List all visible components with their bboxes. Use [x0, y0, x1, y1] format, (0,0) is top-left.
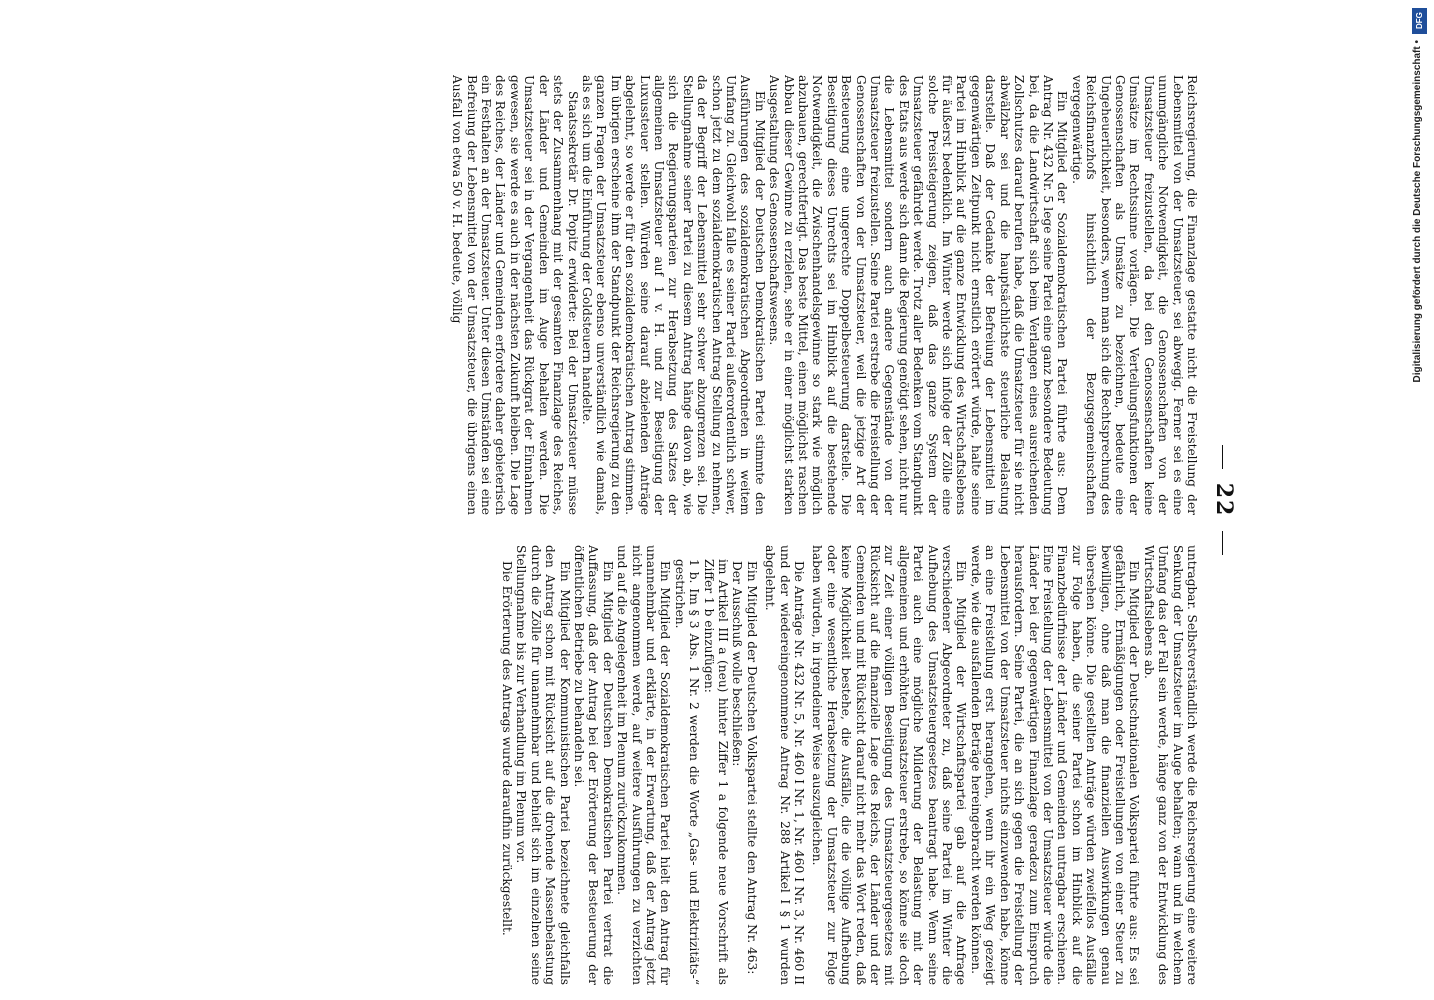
left-paragraph-3: Ein Mitglied der Deutschen Demokratischen Partei stimmte den Ausführungen des sozialdemokratischen Abgeordneten in weitem Umfang zu. Gleichwohl falle es seiner Partei außerordentlich schwer, schon jetzt zu dem sozialdemokratischen Antrag Stellung zu nehmen, da der Begriff der Lebensmittel sehr schwer abzugrenzen sei. Die Stellungnahme seiner Partei zu diesem Antrag hänge davon ab, wie sich die Regierungsparteien zur Herabsetzung des Satzes der allgemeinen Umsatzsteuer auf 1 v. H. und zur Beseitigung der Luxussteuer stellen. Würden seine darauf abzielenden Anträge abgelehnt, so werde er für den sozialdemokratischen Antrag stimmen. Im übrigen erscheine ihm der Standpunkt der Reichsregierung zu den ganzen Fragen der Umsatzsteuer ebenso unverständlich wie damals, als es sich um die Einführung der Goldsteuern handelte. — [579, 75, 767, 515]
right-paragraph-9: Ein Mitglied der Kommunistischen Partei bezeichnete gleichfalls den Antrag schon mit Rücksicht auf die drohende Massenbelastung durch die Zölle für unannehmbar und behielt sich im einzelnen seine Stellungnahme bis zur Verhandlung im Plenum vor. — [514, 545, 572, 985]
right-paragraph-10: Die Erörterung des Antrags wurde daraufhin zurückgestellt. — [499, 561, 514, 936]
digitization-sidebar — [1406, 0, 1434, 1000]
header-dash-right — [1223, 531, 1224, 555]
page-number: 22 — [1211, 482, 1237, 518]
page-header — [1211, 35, 1237, 965]
right-paragraph-intro: untragbar. Selbstverständlich werde die Reichsregierung eine weitere Senkung der Umsatzsteuer im Auge behalten; wann und in welchem Umfang das der Fall sein werde, hänge ganz von der Entwicklung des Wirtschaftslebens ab. — [1141, 545, 1199, 985]
digitization-note: Digitalisierung gefördert durch die Deutsche Forschungsgemeinschaft • — [1412, 40, 1423, 383]
resolution-item-2: 1 b. Im § 3 Abs. 1 Nr. 2 werden die Worte „Gas- und Elektrizitäts-“ gestrichen. — [672, 559, 702, 985]
dfg-logo: DFG — [1412, 8, 1427, 34]
left-paragraph-4: Staatssekretär Dr. Popitz erwiderte: Bei der Umsatzsteuer müsse stets der Zusammenhang mit der gesamten Finanzlage des Reiches, der Länder und Gemeinden im Auge behalten werden. Die Umsatzsteuer sei in der Vergangenheit das Rückgrat der Einnahmen gewesen, sie werde es auch in der nächsten Zukunft bleiben. Die Lage des Reiches, der Länder und Gemeinden erfordere daher gebieterisch ein Festhalten an der Umsatzsteuer. Unter diesen Umständen sei eine Befreiung der Lebensmittel von der Umsatzsteuer, die übrigens einen Ausfall von etwa 50 v. H. bedeute, völlig — [450, 75, 580, 515]
left-paragraph-1: Reichsregierung, die Finanzlage gestatte nicht die Freistellung der Lebensmittel von der Umsatzsteuer, sei abwegig. Ferner sei es eine unumgängliche Notwendigkeit, die Genossenschaften von der Umsatzsteuer freizustellen, da bei den Genossenschaften keine Umsätze im Rechtssinne vorlägen. Die Verteilungsfunktionen der Genossenschaften als Umsätze zu bezeichnen, bedeute eine Ungeheuerlichkeit, besonders, wenn man sich die Rechtsprechung des Reichsfinanzhofs hinsichtlich der Bezugsgemeinschaften vergegenwärtige. — [1069, 75, 1199, 515]
left-paragraph-2: Ein Mitglied der Sozialdemokratischen Partei führte aus: Dem Antrag Nr. 432 Nr. 5 lege seine Partei eine ganz besondere Bedeutung bei, da die Landwirtschaft sich beim Verlangen eines ausreichenden Zollschutzes darauf berufen habe, daß die Umsatzsteuer für sie nicht abwälzbar sei und die hauptsächlichste steuerliche Belastung darstelle. Daß der Gedanke der Befreiung der Lebensmittel im gegenwärtigen Zeitpunkt nicht ernstlich erörtert würde, halte seine Partei im Hinblick auf die ganze Entwicklung des Wirtschaftslebens für äußerst bedenklich. Im Winter werde sich infolge der Zölle eine solche Preissteigerung zeigen, daß das ganze System der Umsatzsteuer gefährdet werde. Trotz aller Bedenken vom Standpunkt des Etats aus werde sich dann die Regierung genötigt sehen, nicht nur die Lebensmittel sondern auch andere Gegenstände von der Umsatzsteuer freizustellen. Seine Partei erstrebe die Freistellung der Genossenschaften von der Umsatzsteuer, weil die jetzige Art der Besteuerung eine ungerechte Doppelbesteuerung darstelle. Die Beseitigung dieses Unrechts sei im Hinblick auf die bestehende Notwendigkeit, die Zwischenhandelsgewinne so stark wie möglich abzubauen, gerechtfertigt. Das beste Mittel, einen möglichst raschen Abbau dieser Gewinne zu erzielen, sehe er in einer möglichst starken Ausgestaltung des Genossenschaftswesens. — [767, 75, 1070, 515]
right-paragraph-8: Ein Mitglied der Deutschen Demokratischen Partei vertrat die Auffassung, daß der Antrag bei der Erörterung der Besteuerung der öffentlichen Betriebe zu behandeln sei. — [571, 545, 615, 985]
resolution-item-1: im Artikel III a (neu) hinter Ziffer 1 a folgende neue Vorschrift als Ziffer 1 b einzufügen: — [701, 559, 730, 985]
right-paragraph-4: Die Anträge Nr. 432 Nr. 5, Nr. 460 I Nr. 1, Nr. 460 I Nr. 3, Nr. 460 II und der wiedereingenommene Antrag Nr. 288 Artikel I § 1 wurden abgelehnt. — [763, 545, 807, 985]
right-paragraph-7: Ein Mitglied der Sozialdemokratischen Partei hielt den Antrag für unannehmbar und erklärte, in der Erwartung, daß der Antrag jetzt nicht angenommen werde, auf weitere Ausführungen zu verzichten und auf die Angelegenheit im Plenum zurückzukommen. — [615, 545, 673, 985]
right-paragraph-3: Ein Mitglied der Wirtschaftspartei gab auf die Anfrage verschiedener Abgeordneter zu, daß seine Partei im Winter die Aufhebung des Umsatzsteuergesetzes beantragt habe. Wenn seine Partei auch eine mögliche Milderung der Belastung mit der allgemeinen und erhöhten Umsatzsteuer erstrebe, so könne sie doch zur Zeit einer völligen Beseitigung des Umsatzsteuergesetzes mit Rücksicht auf die finanzielle Lage des Reichs, der Länder und der Gemeinden und mit Rücksicht darauf nicht mehr das Wort reden, daß keine Möglichkeit bestehe, die Ausfälle, die die völlige Aufhebung oder eine wesentliche Herabsetzung der Umsatzsteuer zur Folge haben würden, in irgendeiner Weise auszugleichen. — [810, 545, 969, 985]
right-paragraph-6: Der Ausschuß wolle beschließen: — [730, 561, 745, 767]
right-paragraph-5: Ein Mitglied der Deutschen Volkspartei stellte den Antrag Nr. 463: — [744, 561, 759, 975]
right-paragraph-2: Ein Mitglied der Deutschnationalen Volkspartei führte aus: Es sei gefährlich, Ermäßigungen oder Freistellungen von einer Steuer zu bewilligen, ohne daß man die finanziellen Auswirkungen genau übersehen könne. Die gestellten Anträge würden zweifellos Ausfälle zur Folge haben, die seiner Partei schon im Hinblick auf die Finanzbedürfnisse der Länder und Gemeinden untragbar erschienen. Eine Freistellung der Lebensmittel von der Umsatzsteuer würde die Länder bei der gegenwärtigen Finanzlage geradezu zum Einspruch herausfordern. Seine Partei, die an sich gegen die Freistellung der Lebensmittel von der Umsatzsteuer nichts einzuwenden habe, könne an eine Freistellung erst herangehen, wenn ihr ein Weg gezeigt werde, wie die ausfallenden Beträge hereingebracht werden können. — [968, 545, 1142, 985]
header-dash-left — [1223, 445, 1224, 469]
left-column — [65, 75, 1199, 515]
rotated-document — [45, 35, 1245, 985]
right-column — [65, 545, 1199, 985]
